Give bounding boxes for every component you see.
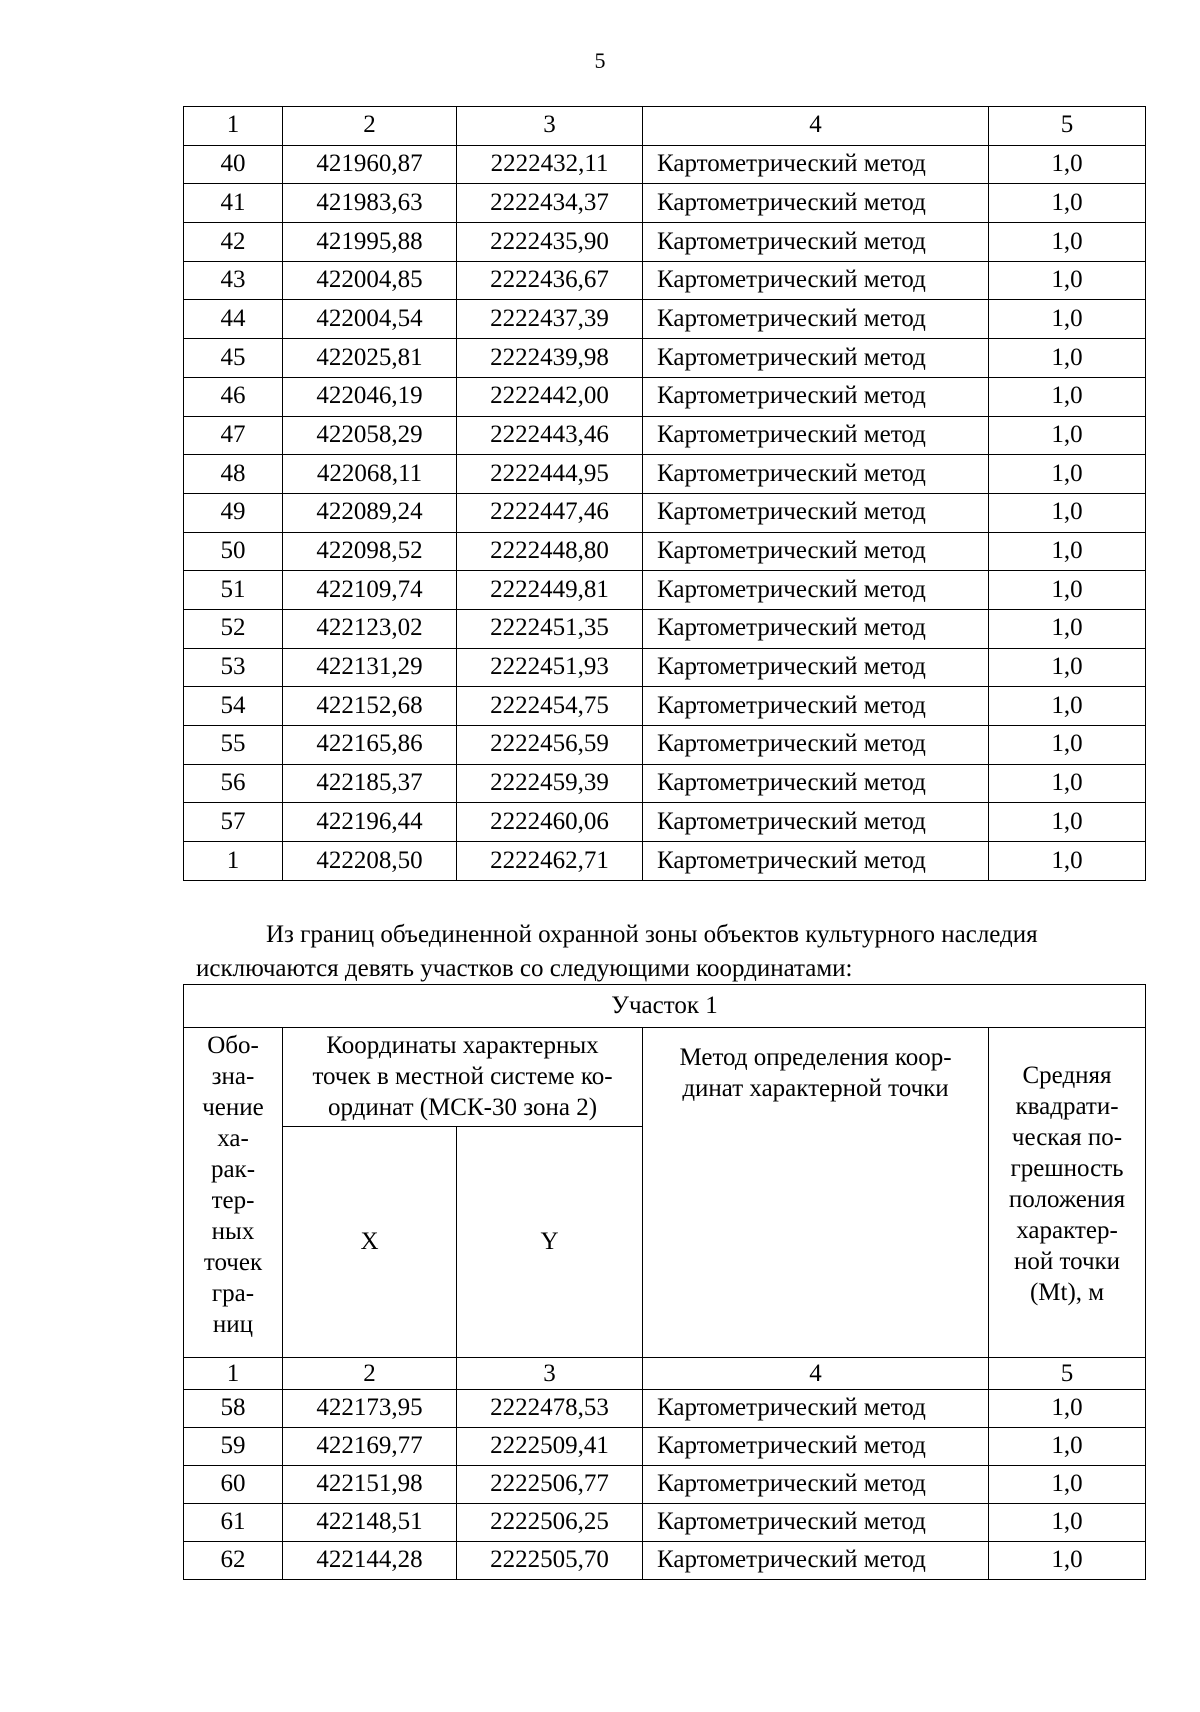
table-row [184, 842, 1146, 881]
table-row [184, 261, 1146, 300]
y-coordinate: 2222506,77 [457, 1466, 643, 1504]
point-number: 59 [184, 1428, 283, 1466]
point-number: 41 [184, 184, 283, 223]
method: Картометрический метод [643, 842, 989, 881]
table-row [184, 609, 1146, 648]
error-value: 1,0 [989, 145, 1146, 184]
point-number: 55 [184, 726, 283, 765]
point-number: 43 [184, 261, 283, 300]
point-number: 60 [184, 1466, 283, 1504]
error-value: 1,0 [989, 1466, 1146, 1504]
y-coordinate: 2222451,35 [457, 609, 643, 648]
x-header: X [283, 1127, 457, 1358]
x-coordinate: 422068,11 [283, 455, 457, 494]
error-value: 1,0 [989, 377, 1146, 416]
x-coordinate: 422058,29 [283, 416, 457, 455]
x-coordinate: 422148,51 [283, 1504, 457, 1542]
column-number-1: 1 [184, 107, 283, 146]
y-coordinate: 2222432,11 [457, 145, 643, 184]
y-coordinate: 2222459,39 [457, 764, 643, 803]
table-row [184, 184, 1146, 223]
point-number: 1 [184, 842, 283, 881]
table-row [184, 223, 1146, 262]
table-row [184, 648, 1146, 687]
point-number: 49 [184, 493, 283, 532]
x-coordinate: 421983,63 [283, 184, 457, 223]
x-coordinate: 422004,54 [283, 300, 457, 339]
column-number-4: 4 [643, 107, 989, 146]
error-value: 1,0 [989, 493, 1146, 532]
x-coordinate: 422089,24 [283, 493, 457, 532]
method: Картометрический метод [643, 455, 989, 494]
paragraph-line-2: исключаются девять участков со следующими координатами: [196, 955, 853, 982]
table-row [184, 687, 1146, 726]
error-value: 1,0 [989, 416, 1146, 455]
x-coordinate: 422208,50 [283, 842, 457, 881]
y-coordinate: 2222434,37 [457, 184, 643, 223]
error-value: 1,0 [989, 648, 1146, 687]
table-row [184, 1466, 1146, 1504]
error-value: 1,0 [989, 1504, 1146, 1542]
method: Картометрический метод [643, 223, 989, 262]
error-value: 1,0 [989, 764, 1146, 803]
column-number-5: 5 [989, 1358, 1146, 1390]
y-coordinate: 2222435,90 [457, 223, 643, 262]
x-coordinate: 422109,74 [283, 571, 457, 610]
y-coordinate: 2222444,95 [457, 455, 643, 494]
x-coordinate: 422152,68 [283, 687, 457, 726]
method: Картометрический метод [643, 764, 989, 803]
error-value: 1,0 [989, 223, 1146, 262]
method: Картометрический метод [643, 1542, 989, 1580]
method: Картометрический метод [643, 145, 989, 184]
method: Картометрический метод [643, 416, 989, 455]
table-row [184, 764, 1146, 803]
x-coordinate: 422173,95 [283, 1390, 457, 1428]
table-row [184, 1504, 1146, 1542]
table-row [184, 416, 1146, 455]
point-number: 57 [184, 803, 283, 842]
method: Картометрический метод [643, 609, 989, 648]
error-value: 1,0 [989, 339, 1146, 378]
error-header: Средняя квадрати- ческая по- грешность положения характер- ной точки (Mt), м [989, 1028, 1146, 1358]
exclusion-paragraph [196, 918, 1151, 986]
coordinates-header: Координаты характерных точек в местной системе ко- ординат (МСК-30 зона 2) [283, 1028, 643, 1127]
method: Картометрический метод [643, 1504, 989, 1542]
table-row [184, 726, 1146, 765]
point-number: 58 [184, 1390, 283, 1428]
column-number-3: 3 [457, 107, 643, 146]
method: Картометрический метод [643, 532, 989, 571]
y-coordinate: 2222506,25 [457, 1504, 643, 1542]
error-value: 1,0 [989, 803, 1146, 842]
method: Картометрический метод [643, 726, 989, 765]
method-header: Метод определения коор- динат характерной точки [643, 1028, 989, 1358]
column-number-2: 2 [283, 107, 457, 146]
point-number: 40 [184, 145, 283, 184]
table-row [184, 1428, 1146, 1466]
table-header-row [184, 107, 1146, 146]
y-coordinate: 2222505,70 [457, 1542, 643, 1580]
table-row [184, 377, 1146, 416]
table2-number-row [184, 1358, 1146, 1390]
designation-header: Обо- зна- чение ха- рак- тер- ных точек гра- ниц [184, 1028, 283, 1358]
point-number: 54 [184, 687, 283, 726]
point-number: 50 [184, 532, 283, 571]
y-coordinate: 2222443,46 [457, 416, 643, 455]
point-number: 56 [184, 764, 283, 803]
method: Картометрический метод [643, 571, 989, 610]
y-coordinate: 2222454,75 [457, 687, 643, 726]
column-number-5: 5 [989, 107, 1146, 146]
error-value: 1,0 [989, 300, 1146, 339]
x-coordinate: 422151,98 [283, 1466, 457, 1504]
error-value: 1,0 [989, 1542, 1146, 1580]
method: Картометрический метод [643, 687, 989, 726]
method: Картометрический метод [643, 339, 989, 378]
x-coordinate: 422025,81 [283, 339, 457, 378]
error-value: 1,0 [989, 726, 1146, 765]
page-number: 5 [594, 48, 606, 73]
error-value: 1,0 [989, 455, 1146, 494]
column-number-2: 2 [283, 1358, 457, 1390]
point-number: 48 [184, 455, 283, 494]
method: Картометрический метод [643, 803, 989, 842]
point-number: 45 [184, 339, 283, 378]
paragraph-line-1: Из границ объединенной охранной зоны объектов культурного наследия [266, 921, 1038, 948]
y-header: Y [457, 1127, 643, 1358]
plot-1-coordinates-table [183, 984, 1146, 1580]
y-coordinate: 2222437,39 [457, 300, 643, 339]
table-row [184, 300, 1146, 339]
table-row [184, 339, 1146, 378]
table-row [184, 1390, 1146, 1428]
y-coordinate: 2222449,81 [457, 571, 643, 610]
y-coordinate: 2222447,46 [457, 493, 643, 532]
point-number: 44 [184, 300, 283, 339]
y-coordinate: 2222478,53 [457, 1390, 643, 1428]
table-row [184, 803, 1146, 842]
coordinates-table-continued [183, 106, 1146, 881]
error-value: 1,0 [989, 687, 1146, 726]
table-row [184, 1542, 1146, 1580]
method: Картометрический метод [643, 1390, 989, 1428]
x-coordinate: 422165,86 [283, 726, 457, 765]
column-number-4: 4 [643, 1358, 989, 1390]
column-number-1: 1 [184, 1358, 283, 1390]
x-coordinate: 422196,44 [283, 803, 457, 842]
x-coordinate: 421995,88 [283, 223, 457, 262]
error-value: 1,0 [989, 609, 1146, 648]
y-coordinate: 2222509,41 [457, 1428, 643, 1466]
error-value: 1,0 [989, 842, 1146, 881]
table-row [184, 571, 1146, 610]
error-value: 1,0 [989, 1390, 1146, 1428]
y-coordinate: 2222442,00 [457, 377, 643, 416]
header-row-1 [184, 1028, 1146, 1127]
x-coordinate: 422131,29 [283, 648, 457, 687]
x-coordinate: 422169,77 [283, 1428, 457, 1466]
y-coordinate: 2222462,71 [457, 842, 643, 881]
table-row [184, 493, 1146, 532]
method: Картометрический метод [643, 1466, 989, 1504]
method: Картометрический метод [643, 261, 989, 300]
y-coordinate: 2222456,59 [457, 726, 643, 765]
x-coordinate: 422123,02 [283, 609, 457, 648]
x-coordinate: 422004,85 [283, 261, 457, 300]
point-number: 51 [184, 571, 283, 610]
error-value: 1,0 [989, 184, 1146, 223]
point-number: 46 [184, 377, 283, 416]
error-value: 1,0 [989, 1428, 1146, 1466]
x-coordinate: 421960,87 [283, 145, 457, 184]
point-number: 42 [184, 223, 283, 262]
table-row [184, 455, 1146, 494]
error-value: 1,0 [989, 571, 1146, 610]
point-number: 47 [184, 416, 283, 455]
method: Картометрический метод [643, 377, 989, 416]
table-row [184, 145, 1146, 184]
point-number: 62 [184, 1542, 283, 1580]
x-coordinate: 422046,19 [283, 377, 457, 416]
method: Картометрический метод [643, 300, 989, 339]
x-coordinate: 422098,52 [283, 532, 457, 571]
error-value: 1,0 [989, 261, 1146, 300]
table-row [184, 532, 1146, 571]
method: Картометрический метод [643, 1428, 989, 1466]
y-coordinate: 2222451,93 [457, 648, 643, 687]
point-number: 52 [184, 609, 283, 648]
method: Картометрический метод [643, 648, 989, 687]
column-number-3: 3 [457, 1358, 643, 1390]
x-coordinate: 422144,28 [283, 1542, 457, 1580]
section-title-row [184, 985, 1146, 1028]
point-number: 53 [184, 648, 283, 687]
error-value: 1,0 [989, 532, 1146, 571]
point-number: 61 [184, 1504, 283, 1542]
y-coordinate: 2222448,80 [457, 532, 643, 571]
method: Картометрический метод [643, 184, 989, 223]
x-coordinate: 422185,37 [283, 764, 457, 803]
y-coordinate: 2222460,06 [457, 803, 643, 842]
y-coordinate: 2222439,98 [457, 339, 643, 378]
method: Картометрический метод [643, 493, 989, 532]
section-title: Участок 1 [184, 985, 1146, 1028]
y-coordinate: 2222436,67 [457, 261, 643, 300]
